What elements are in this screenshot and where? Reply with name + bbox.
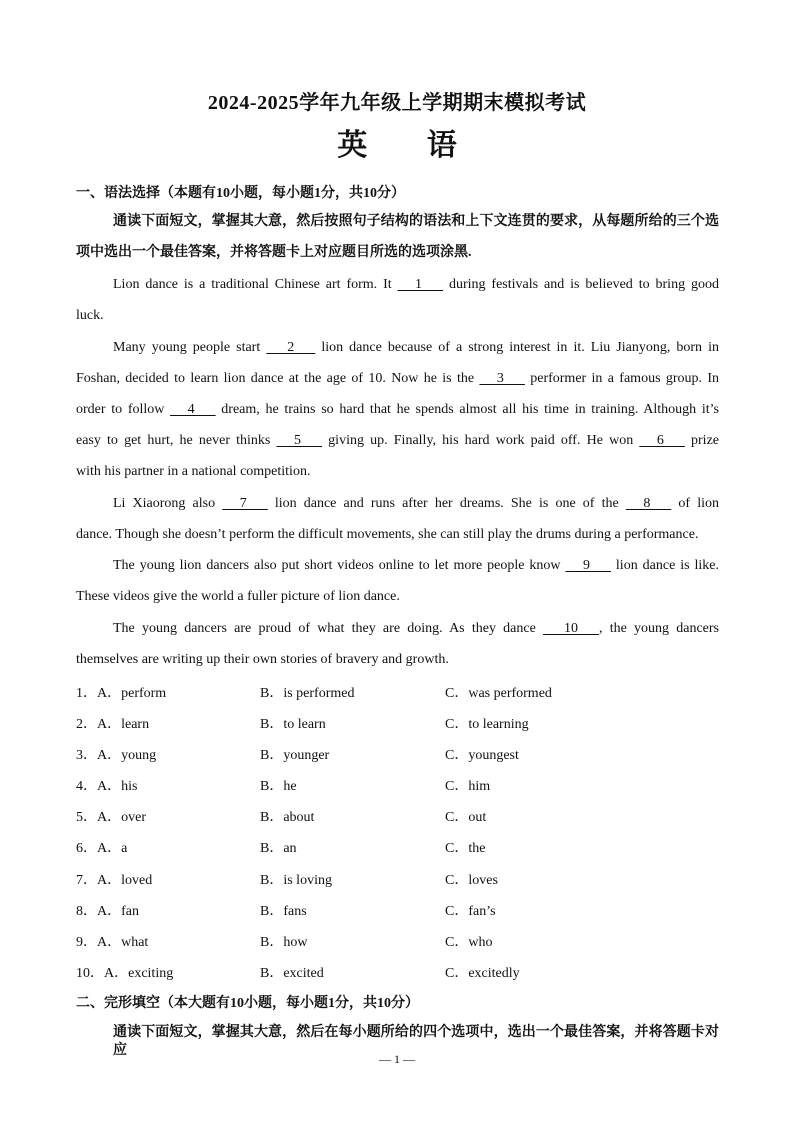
blank-5: 5 <box>276 433 323 448</box>
option-c: C．was performed <box>445 686 552 701</box>
option-b: B．he <box>260 779 297 794</box>
passage-line <box>76 401 719 419</box>
blank-2: 2 <box>266 340 316 355</box>
passage-line <box>113 495 719 513</box>
passage-text: during festivals and is believed to bring good <box>443 277 719 292</box>
passage-line: These videos give the world a fuller picture of lion dance. <box>76 589 400 604</box>
blank-3: 3 <box>479 371 525 386</box>
question-options-9 <box>76 931 719 949</box>
option-a: 3．A．young <box>76 748 157 763</box>
passage-text: The young lion dancers also put short videos online to let more people know <box>113 558 566 573</box>
option-b: B．fans <box>260 904 307 919</box>
passage-line <box>113 339 719 357</box>
option-c: C．fan’s <box>445 904 496 919</box>
passage-line <box>113 557 719 575</box>
page-number: — 1 — <box>379 1052 415 1066</box>
option-a: 1．A．perform <box>76 686 167 701</box>
passage-text: The young dancers are proud of what they are doing. As they dance <box>113 621 544 636</box>
blank-7: 7 <box>222 496 268 511</box>
option-a: 8．A．fan <box>76 904 139 919</box>
option-b: B．about <box>260 810 315 825</box>
question-options-7 <box>76 869 719 887</box>
passage-text: lion dance is like. <box>610 558 719 573</box>
passage-text: Li Xiaorong also <box>113 496 223 511</box>
section1-instruction-line2: 项中选出一个最佳答案，并将答题卡上对应题目所选的选项涂黑. <box>76 245 472 260</box>
section2-heading: 二、完形填空（本大题有10小题，每小题1分，共10分） <box>76 996 419 1011</box>
exam-title: 2024-2025学年九年级上学期期末模拟考试 <box>207 92 587 114</box>
blank-10: 10 <box>543 621 600 636</box>
passage-text: Lion dance is a traditional Chinese art form. It <box>113 277 398 292</box>
blank-6: 6 <box>639 433 685 448</box>
option-b: B．to learn <box>260 717 326 732</box>
option-b: B．how <box>260 935 308 950</box>
option-b: B．excited <box>260 966 324 981</box>
blank-1: 1 <box>397 277 444 292</box>
blank-8: 8 <box>625 496 672 511</box>
question-options-3 <box>76 744 719 762</box>
passage-line <box>76 432 719 450</box>
option-c: C．out <box>445 810 487 825</box>
section2-instruction-line1: 通读下面短文，掌握其大意，然后在每小题所给的四个选项中，选出一个最佳答案，并将答题卡对应 <box>113 1025 719 1058</box>
passage-text: order to follow <box>76 402 171 417</box>
option-a: 5．A．over <box>76 810 146 825</box>
passage-text: lion dance because of a strong interest in it. Liu Jianyong, born in <box>315 340 719 355</box>
question-options-6 <box>76 837 719 855</box>
question-options-4 <box>76 775 719 793</box>
subject-title: 英 语 <box>337 129 483 162</box>
option-c: C．him <box>445 779 491 794</box>
passage-text: prize <box>684 433 719 448</box>
option-b: B．is performed <box>260 686 355 701</box>
passage-line <box>76 370 719 388</box>
passage-text: giving up. Finally, his hard work paid off. He won <box>322 433 640 448</box>
option-a: 6．A．a <box>76 841 128 856</box>
option-a: 4．A．his <box>76 779 138 794</box>
option-a: 7．A．loved <box>76 873 153 888</box>
passage-text: Many young people start <box>113 340 267 355</box>
option-c: C．who <box>445 935 493 950</box>
passage-text: easy to get hurt, he never thinks <box>76 433 277 448</box>
option-b: B．younger <box>260 748 330 763</box>
option-b: B．an <box>260 841 297 856</box>
question-options-10 <box>76 962 719 980</box>
passage-line <box>113 620 719 638</box>
question-options-5 <box>76 806 719 824</box>
passage-text: dream, he trains so hard that he spends almost all his time in training. Although it’s <box>215 402 719 417</box>
option-a: 9．A．what <box>76 935 149 950</box>
passage-line: with his partner in a national competition. <box>76 464 311 479</box>
section1-heading: 一、语法选择（本题有10小题，每小题1分，共10分） <box>76 186 405 201</box>
section1-instruction-line1: 通读下面短文，掌握其大意，然后按照句子结构的语法和上下文连贯的要求，从每题所给的三个选 <box>113 214 719 229</box>
option-b: B．is loving <box>260 873 332 888</box>
passage-text: performer in a famous group. In <box>524 371 719 386</box>
passage-text: Foshan, decided to learn lion dance at the age of 10. Now he is the <box>76 371 480 386</box>
option-a: 2．A．learn <box>76 717 150 732</box>
question-options-1 <box>76 682 719 700</box>
blank-9: 9 <box>565 558 611 573</box>
question-options-2 <box>76 713 719 731</box>
passage-text: of lion <box>671 496 719 511</box>
option-c: C．excitedly <box>445 966 520 981</box>
passage-line: luck. <box>76 308 104 323</box>
blank-4: 4 <box>170 402 216 417</box>
passage-line <box>113 276 719 294</box>
passage-line: themselves are writing up their own stories of bravery and growth. <box>76 652 449 667</box>
passage-text: , the young dancers <box>599 621 720 636</box>
passage-line: dance. Though she doesn’t perform the difficult movements, she can still play the drums during a performance. <box>76 527 699 542</box>
option-c: C．youngest <box>445 748 519 763</box>
option-c: C．to learning <box>445 717 529 732</box>
option-c: C．loves <box>445 873 498 888</box>
passage-text: lion dance and runs after her dreams. She is one of the <box>267 496 626 511</box>
option-c: C．the <box>445 841 486 856</box>
question-options-8 <box>76 900 719 918</box>
option-a: 10．A．exciting <box>76 966 174 981</box>
